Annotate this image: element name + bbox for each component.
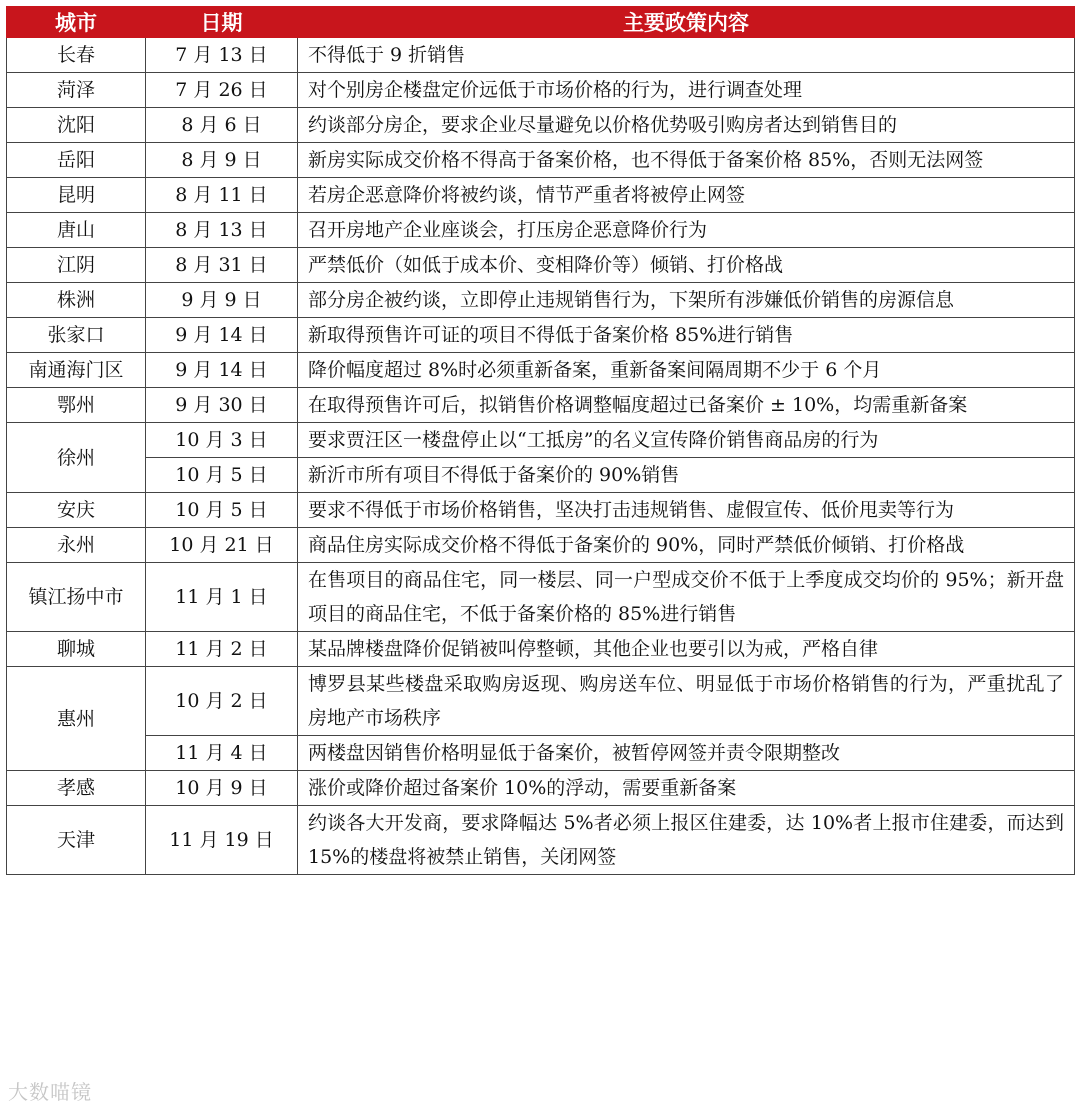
policy-cell: 约谈各大开发商，要求降幅达 5%者必须上报区住建委，达 10%者上报市住建委，而达到 15%的楼盘将被禁止销售，关闭网签	[298, 806, 1075, 875]
policy-cell: 召开房地产企业座谈会，打压房企恶意降价行为	[298, 213, 1075, 248]
policy-cell: 严禁低价（如低于成本价、变相降价等）倾销、打价格战	[298, 248, 1075, 283]
table-row	[7, 38, 1075, 73]
city-cell: 孝感	[7, 771, 146, 806]
date-cell: 8 月 13 日	[146, 213, 298, 248]
watermark-text: 大数喵镜	[8, 1080, 92, 1104]
table-row	[7, 806, 1075, 875]
date-cell: 8 月 9 日	[146, 143, 298, 178]
policy-cell: 降价幅度超过 8%时必须重新备案，重新备案间隔周期不少于 6 个月	[298, 353, 1075, 388]
date-cell: 9 月 9 日	[146, 283, 298, 318]
date-cell: 10 月 21 日	[146, 528, 298, 563]
policy-table	[6, 6, 1075, 875]
date-cell: 10 月 9 日	[146, 771, 298, 806]
policy-cell: 新取得预售许可证的项目不得低于备案价格 85%进行销售	[298, 318, 1075, 353]
city-cell: 聊城	[7, 632, 146, 667]
policy-cell: 在售项目的商品住宅，同一楼层、同一户型成交价不低于上季度成交均价的 95%；新开盘项目的商品住宅，不低于备案价格的 85%进行销售	[298, 563, 1075, 632]
table-row	[7, 213, 1075, 248]
city-cell: 安庆	[7, 493, 146, 528]
table-row	[7, 283, 1075, 318]
header-date: 日期	[146, 7, 298, 38]
table-row	[7, 528, 1075, 563]
policy-cell: 商品住房实际成交价格不得低于备案价的 90%，同时严禁低价倾销、打价格战	[298, 528, 1075, 563]
date-cell: 10 月 5 日	[146, 458, 298, 493]
city-cell: 永州	[7, 528, 146, 563]
policy-cell: 两楼盘因销售价格明显低于备案价，被暂停网签并责令限期整改	[298, 736, 1075, 771]
policy-cell: 部分房企被约谈，立即停止违规销售行为，下架所有涉嫌低价销售的房源信息	[298, 283, 1075, 318]
policy-cell: 某品牌楼盘降价促销被叫停整顿，其他企业也要引以为戒，严格自律	[298, 632, 1075, 667]
policy-cell: 在取得预售许可后，拟销售价格调整幅度超过已备案价 ± 10%，均需重新备案	[298, 388, 1075, 423]
table-row	[7, 563, 1075, 632]
date-cell: 8 月 6 日	[146, 108, 298, 143]
table-row	[7, 771, 1075, 806]
date-cell: 11 月 2 日	[146, 632, 298, 667]
policy-cell: 若房企恶意降价将被约谈，情节严重者将被停止网签	[298, 178, 1075, 213]
city-cell: 张家口	[7, 318, 146, 353]
city-cell: 长春	[7, 38, 146, 73]
table-row	[7, 353, 1075, 388]
table-row	[7, 493, 1075, 528]
date-cell: 7 月 26 日	[146, 73, 298, 108]
date-cell: 9 月 30 日	[146, 388, 298, 423]
city-cell: 鄂州	[7, 388, 146, 423]
date-cell: 9 月 14 日	[146, 318, 298, 353]
table-row	[7, 667, 1075, 736]
date-cell: 11 月 4 日	[146, 736, 298, 771]
city-cell: 镇江扬中市	[7, 563, 146, 632]
date-cell: 9 月 14 日	[146, 353, 298, 388]
table-row	[7, 632, 1075, 667]
table-header-row	[7, 7, 1075, 38]
date-cell: 8 月 31 日	[146, 248, 298, 283]
policy-cell: 不得低于 9 折销售	[298, 38, 1075, 73]
date-cell: 7 月 13 日	[146, 38, 298, 73]
policy-cell: 要求不得低于市场价格销售，坚决打击违规销售、虚假宣传、低价甩卖等行为	[298, 493, 1075, 528]
table-row	[7, 108, 1075, 143]
date-cell: 11 月 19 日	[146, 806, 298, 875]
table-row	[7, 73, 1075, 108]
date-cell: 10 月 5 日	[146, 493, 298, 528]
city-cell: 唐山	[7, 213, 146, 248]
table-row	[7, 458, 1075, 493]
policy-cell: 约谈部分房企，要求企业尽量避免以价格优势吸引购房者达到销售目的	[298, 108, 1075, 143]
city-cell: 沈阳	[7, 108, 146, 143]
city-cell: 徐州	[7, 423, 146, 493]
table-row	[7, 423, 1075, 458]
city-cell: 天津	[7, 806, 146, 875]
policy-cell: 涨价或降价超过备案价 10%的浮动，需要重新备案	[298, 771, 1075, 806]
policy-cell: 博罗县某些楼盘采取购房返现、购房送车位、明显低于市场价格销售的行为，严重扰乱了房地产市场秩序	[298, 667, 1075, 736]
header-policy: 主要政策内容	[298, 7, 1075, 38]
city-cell: 岳阳	[7, 143, 146, 178]
date-cell: 11 月 1 日	[146, 563, 298, 632]
date-cell: 10 月 2 日	[146, 667, 298, 736]
date-cell: 8 月 11 日	[146, 178, 298, 213]
table-row	[7, 178, 1075, 213]
date-cell: 10 月 3 日	[146, 423, 298, 458]
policy-cell: 要求贾汪区一楼盘停止以“工抵房”的名义宣传降价销售商品房的行为	[298, 423, 1075, 458]
city-cell: 昆明	[7, 178, 146, 213]
city-cell: 株洲	[7, 283, 146, 318]
city-cell: 江阴	[7, 248, 146, 283]
table-row	[7, 248, 1075, 283]
table-row	[7, 736, 1075, 771]
watermark-logo	[8, 1076, 92, 1105]
city-cell: 菏泽	[7, 73, 146, 108]
table-row	[7, 388, 1075, 423]
policy-cell: 新沂市所有项目不得低于备案价的 90%销售	[298, 458, 1075, 493]
policy-cell: 对个别房企楼盘定价远低于市场价格的行为，进行调查处理	[298, 73, 1075, 108]
table-row	[7, 143, 1075, 178]
table-row	[7, 318, 1075, 353]
policy-cell: 新房实际成交价格不得高于备案价格，也不得低于备案价格 85%，否则无法网签	[298, 143, 1075, 178]
city-cell: 惠州	[7, 667, 146, 771]
header-city: 城市	[7, 7, 146, 38]
city-cell: 南通海门区	[7, 353, 146, 388]
